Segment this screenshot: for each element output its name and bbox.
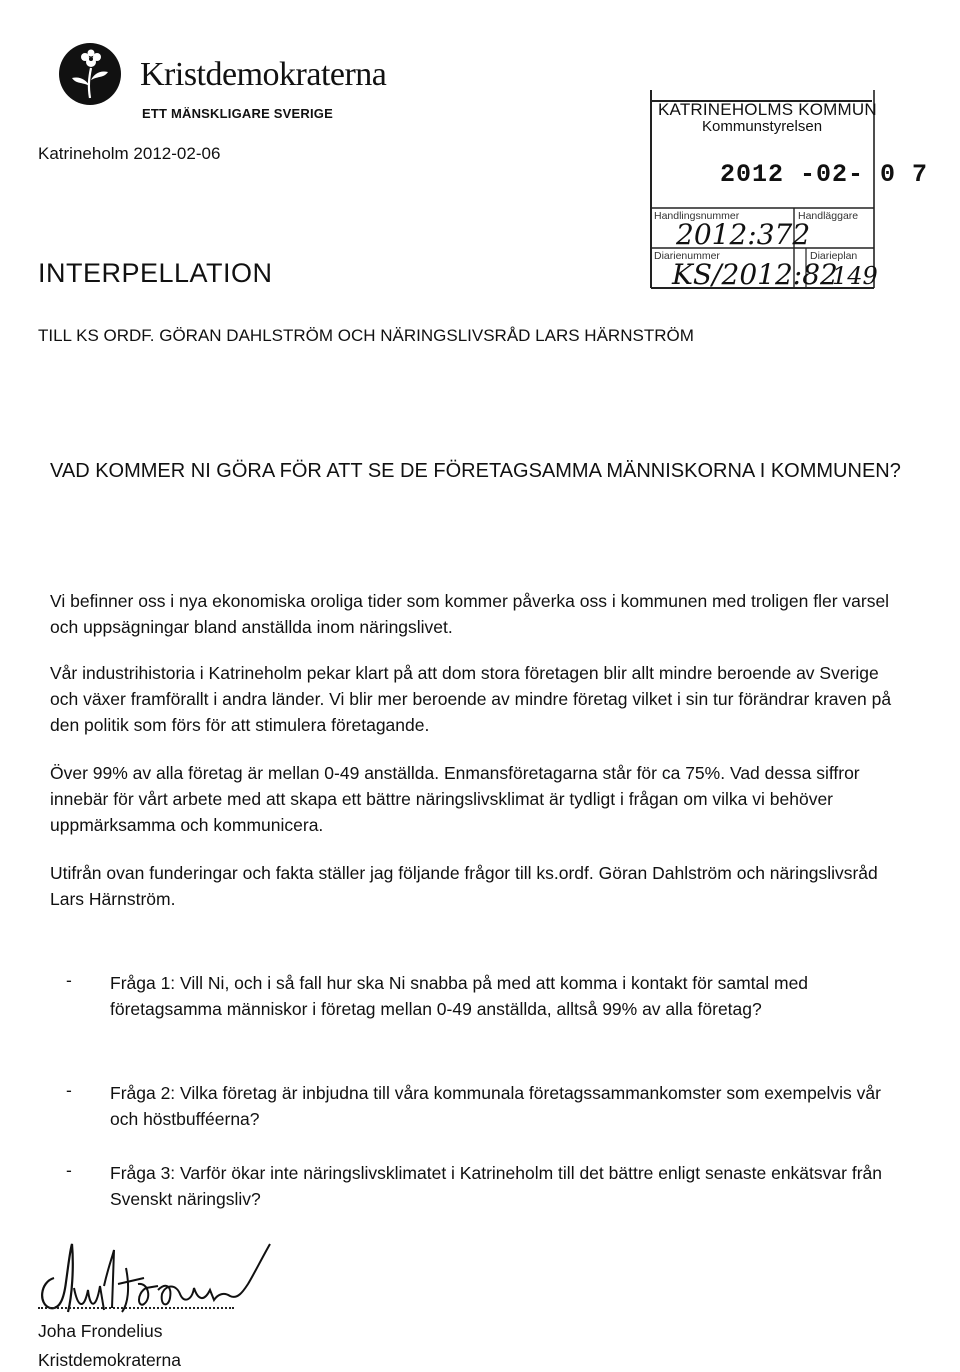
stamp-diarieplan-value: 149	[832, 262, 878, 290]
stamp-label-diarieplan: Diarieplan	[810, 250, 858, 262]
signer-name: Joha Frondelius	[38, 1321, 163, 1341]
party-name: Kristdemokraterna	[140, 56, 387, 93]
place-and-date: Katrineholm 2012-02-06	[38, 144, 221, 163]
list-bullet: -	[66, 970, 72, 990]
flower-logo-icon	[58, 42, 122, 106]
signature-line	[38, 1307, 234, 1309]
signer-party: Kristdemokraterna	[38, 1350, 181, 1370]
list-bullet: -	[66, 1160, 72, 1180]
stamp-diarienummer-value: KS/2012:82	[672, 258, 838, 291]
party-slogan: ETT MÄNSKLIGARE SVERIGE	[142, 106, 333, 121]
stamp-handlingsnummer-value: 2012:372	[676, 218, 811, 251]
body-paragraph: Utifrån ovan funderingar och fakta ställer jag följande frågor till ks.ordf. Göran Dahlström och näringslivsråd Lars Härnström.	[50, 863, 878, 909]
stamp-label-handlingsnummer: Handlingsnummer	[654, 210, 740, 222]
question-item: Fråga 3: Varför ökar inte näringslivsklimatet i Katrineholm till det bättre enligt senaste enkätsvar från Svenskt näringsliv?	[110, 1163, 882, 1209]
stamp-received-date: 2012 -02- 0 7	[720, 160, 929, 189]
question-item: Fråga 1: Vill Ni, och i så fall hur ska Ni snabba på med att komma i kontakt för samtal med företagsamma människor i företag mellan 0-49 anställda, alltså 99% av alla företag?	[110, 973, 809, 1019]
body-paragraph: Vi befinner oss i nya ekonomiska oroliga tider som kommer påverka oss i kommunen med troligen fler varsel och uppsägningar bland anställda inom näringslivet.	[50, 591, 890, 637]
list-bullet: -	[66, 1080, 72, 1100]
document-type: INTERPELLATION	[38, 258, 273, 288]
stamp-department: Kommunstyrelsen	[702, 118, 823, 135]
question-item: Fråga 2: Vilka företag är inbjudna till våra kommunala företagssammankomster som exempelvis vår och höstbufféerna?	[110, 1083, 881, 1129]
handwritten-signature	[34, 1238, 274, 1328]
stamp-label-handlaggare: Handläggare	[798, 210, 859, 222]
body-paragraph: Över 99% av alla företag är mellan 0-49 anställda. Enmansföretagarna står för ca 75%. Vad dessa siffror innebär för vårt arbete med att skapa ett bättre näringslivsklimat är tydligt i frågan om vilka vi behöver uppmärksamma och kommunicera.	[50, 763, 860, 835]
interpellation-title: VAD KOMMER NI GÖRA FÖR ATT SE DE FÖRETAGSAMMA MÄNNISKORNA I KOMMUNEN?	[50, 460, 901, 482]
stamp-organization: KATRINEHOLMS KOMMUN	[658, 100, 877, 119]
stamp-label-diarienummer: Diarienummer	[654, 250, 720, 262]
recipient-line: TILL KS ORDF. GÖRAN DAHLSTRÖM OCH NÄRINGSLIVSRÅD LARS HÄRNSTRÖM	[38, 326, 694, 345]
body-paragraph: Vår industrihistoria i Katrineholm pekar klart på att dom stora företagen blir allt mindre beroende av Sverige och växer framförallt i andra länder. Vi blir mer beroende av mindre företag vilket i sin tur förändrar kraven på den politik som förs för att stimulera företagande.	[50, 663, 892, 735]
